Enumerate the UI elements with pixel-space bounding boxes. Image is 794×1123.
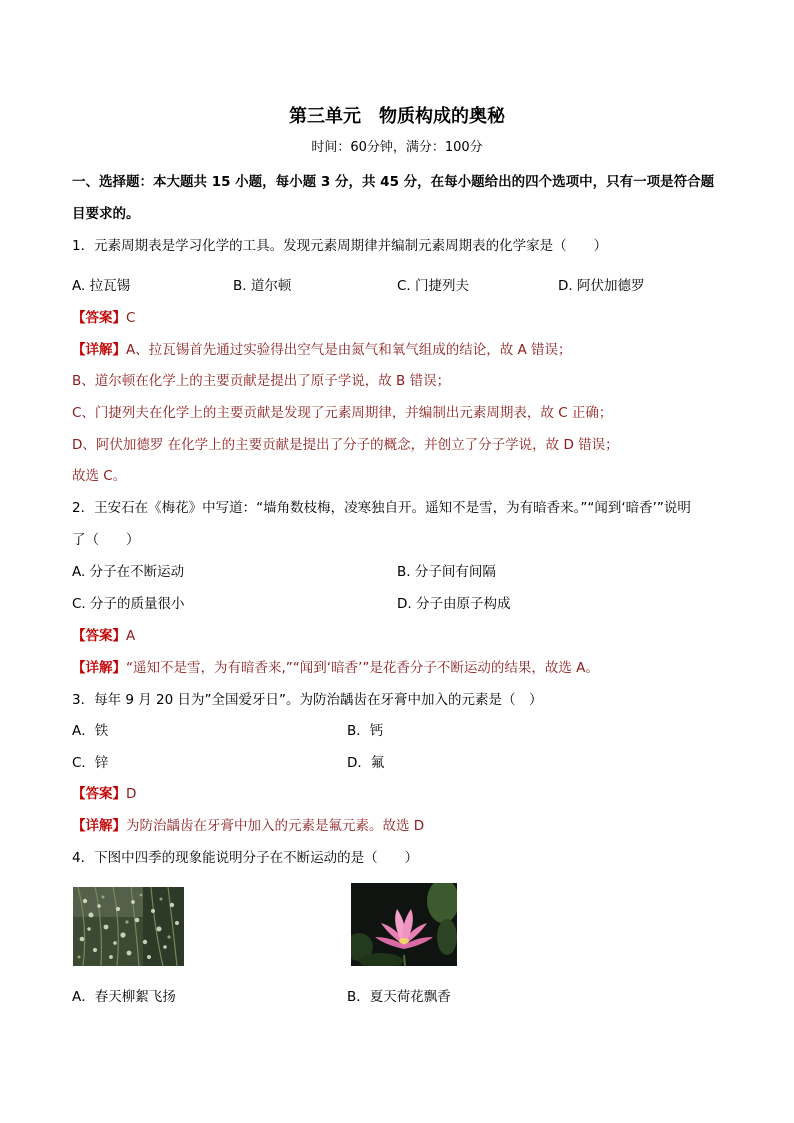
q1-detail-line5: 故选 C。 xyxy=(72,468,127,484)
q2-stem-line1: 2．王安石在《梅花》中写道：“墙角数枝梅，凌寒独自开。遥知不是雪，为有暗香来。”“闻到‘暗香’”说明 xyxy=(72,500,691,516)
q2-detail-line xyxy=(72,658,599,678)
q3-detail-tag: 【详解】 xyxy=(72,818,126,834)
q3-answer-line xyxy=(72,784,136,804)
q3-option-c: C．锌 xyxy=(72,755,109,771)
q4-option-a: A．春天柳絮飞扬 xyxy=(72,989,176,1005)
q2-option-b: B. 分子间有间隔 xyxy=(397,564,496,580)
q1-detail-line3: C、门捷列夫在化学上的主要贡献是发现了元素周期律，并编制出元素周期表，故 C 正确； xyxy=(72,405,613,421)
q1-detail-line2: B、道尔顿在化学上的主要贡献是提出了原子学说，故 B 错误； xyxy=(72,373,451,389)
section-heading-line2: 目要求的。 xyxy=(72,206,140,222)
q2-option-c: C. 分子的质量很小 xyxy=(72,596,185,612)
q4-stem: 4．下图中四季的现象能说明分子在不断运动的是（ ） xyxy=(72,850,419,866)
section-heading-line1: 一、选择题：本大题共 15 小题，每小题 3 分，共 45 分，在每小题给出的四个选项中，只有一项是符合题 xyxy=(72,174,715,190)
q2-detail-tag: 【详解】 xyxy=(72,660,126,676)
q1-answer-line xyxy=(72,308,135,328)
q1-detail-line4: D、阿伏加德罗 在化学上的主要贡献是提出了分子的概念，并创立了分子学说，故 D 错误； xyxy=(72,437,619,453)
willow-catkins-image xyxy=(73,887,184,966)
q1-option-a: A. 拉瓦锡 xyxy=(72,278,131,294)
lotus-flower-image-svg xyxy=(351,883,457,966)
q1-answer-value: C xyxy=(126,310,136,326)
q2-detail-text: “遥知不是雪，为有暗香来,”“闻到‘暗香’”是花香分子不断运动的结果，故选 A。 xyxy=(126,660,599,676)
q3-detail-text: 为防治龋齿在牙膏中加入的元素是氟元素。故选 D xyxy=(126,818,425,834)
q2-answer-value: A xyxy=(126,628,136,644)
q4-option-b: B．夏天荷花飘香 xyxy=(347,989,451,1005)
q1-detail-tag: 【详解】 xyxy=(72,342,126,358)
q3-answer-tag: 【答案】 xyxy=(72,786,126,802)
q1-stem: 1．元素周期表是学习化学的工具。发现元素周期律并编制元素周期表的化学家是（ ） xyxy=(72,238,608,254)
willow-catkins-image-svg xyxy=(73,887,184,966)
q2-option-d: D. 分子由原子构成 xyxy=(397,596,511,612)
q3-detail-line xyxy=(72,816,424,836)
q1-answer-tag: 【答案】 xyxy=(72,310,126,326)
q2-stem-line2: 了（ ） xyxy=(72,532,140,548)
q3-option-a: A．铁 xyxy=(72,723,109,739)
q3-stem: 3．每年 9 月 20 日为”全国爱牙日”。为防治龋齿在牙膏中加入的元素是（ ） xyxy=(72,692,543,708)
page-title: 第三单元 物质构成的奥秘 xyxy=(289,106,505,127)
q1-option-c: C. 门捷列夫 xyxy=(397,278,470,294)
page-subtitle: 时间：60分钟，满分：100分 xyxy=(311,140,483,155)
q1-detail-line1 xyxy=(72,340,572,360)
q1-option-d: D. 阿伏加德罗 xyxy=(558,278,645,294)
q1-option-b: B. 道尔顿 xyxy=(233,278,292,294)
q3-answer-value: D xyxy=(126,786,137,802)
q1-detail-text: A、拉瓦锡首先通过实验得出空气是由氮气和氧气组成的结论，故 A 错误； xyxy=(126,342,572,358)
q2-option-a: A. 分子在不断运动 xyxy=(72,564,185,580)
q2-answer-line xyxy=(72,626,135,646)
q3-option-b: B．钙 xyxy=(347,723,384,739)
q2-answer-tag: 【答案】 xyxy=(72,628,126,644)
q3-option-d: D．氟 xyxy=(347,755,385,771)
lotus-flower-image xyxy=(351,883,457,966)
